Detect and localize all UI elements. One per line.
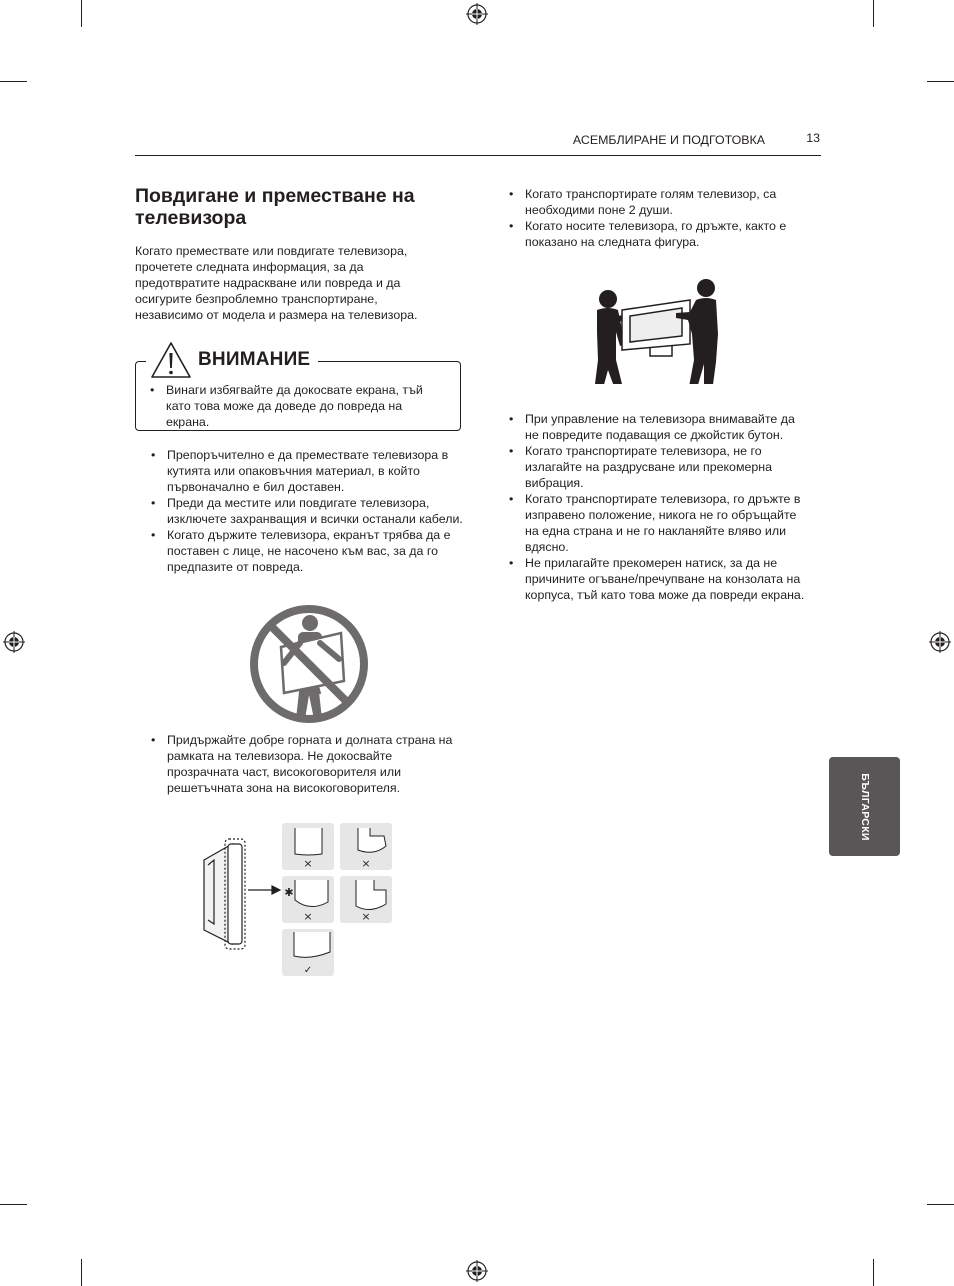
list-item: • Придържайте добре горната и долната страна на рамката на телевизора. Не докосвайте прозрачната част, високоговорителя или решетъчната зона на високоговорителя. (151, 732, 463, 796)
crop-mark (873, 1259, 874, 1286)
warning-triangle-icon (150, 341, 192, 379)
running-header: АСЕМБЛИРАНЕ И ПОДГОТОВКА (572, 133, 765, 147)
intro-paragraph: Когато премествате или повдигате телевизора, прочетете следната информация, за да предотвратите надраскване или повреда и да осигурите безпроблемно транспортиране, независимо от модела и размера на телевизора. (135, 244, 418, 322)
arrow-icon (248, 886, 280, 894)
list-item: • Когато транспортирате телевизора, го дръжте в изправено положение, никога не го обръщайте на една страна и не го накланяйте вляво или вдясно. (509, 491, 809, 555)
svg-text:×: × (303, 857, 313, 870)
caution-list (150, 382, 448, 430)
left-bullet-list (151, 447, 463, 575)
prohibited-carry-illustration (248, 603, 370, 725)
registration-mark-icon (466, 1260, 488, 1282)
svg-text:×: × (361, 857, 371, 870)
crop-mark (873, 0, 874, 27)
list-item: • Винаги избягвайте да докосвате екрана, тъй като това може да доведе до повреда на екрана. (150, 382, 448, 430)
svg-text:✱: ✱ (284, 886, 294, 899)
caution-title: ВНИМАНИЕ (198, 349, 311, 370)
page-title: Повдигане и преместване на телевизора (135, 185, 415, 229)
grip-panel-wrong-3 (282, 876, 334, 923)
list-item: • Не прилагайте прекомерен натиск, за да не причините огъване/пречупване на конзолата на корпуса, тъй като това може да повреди екрана. (509, 555, 809, 603)
crop-mark (81, 0, 82, 27)
registration-mark-icon (3, 631, 25, 653)
registration-mark-icon (466, 3, 488, 25)
list-item: • Препоръчително е да премествате телевизора в кутията или опаковъчния материал, в който първоначално е бил доставен. (151, 447, 463, 495)
left-bullet-list-2 (151, 732, 463, 796)
grip-panel-wrong-4 (340, 876, 392, 923)
right-bullet-list-bottom (509, 411, 809, 603)
list-item: • При управление на телевизора внимавайте да не повредите подаващия се джойстик бутон. (509, 411, 809, 443)
grip-panel-wrong-1 (282, 823, 334, 870)
svg-text:×: × (303, 910, 313, 923)
right-bullet-list-top (509, 186, 809, 250)
caution-header (146, 340, 318, 380)
crop-mark (927, 1204, 954, 1205)
list-item: • Когато носите телевизора, го дръжте, както е показано на следната фигура. (509, 218, 809, 250)
grip-panel-wrong-2 (340, 823, 392, 870)
page-number: 13 (806, 131, 820, 145)
header-divider (135, 155, 821, 156)
crop-mark (81, 1259, 82, 1286)
list-item: • Преди да местите или повдигате телевизора, изключете захранващия и всички останали кабели. (151, 495, 463, 527)
list-item: • Когато транспортирате телевизора, не го излагайте на раздрусване или прекомерна вибрация. (509, 443, 809, 491)
list-item: • Когато транспортирате голям телевизор, са необходими поне 2 души. (509, 186, 809, 218)
crop-mark (927, 81, 954, 82)
two-person-carry-illustration (592, 272, 722, 384)
tv-grip-illustration (198, 820, 398, 980)
language-tab (829, 757, 900, 856)
tv-side-view (204, 839, 245, 949)
tv-carried (622, 300, 690, 356)
crop-mark (0, 1204, 27, 1205)
grip-panel-correct (282, 929, 334, 976)
registration-mark-icon (929, 631, 951, 653)
language-tab-label: БЪЛГАРСКИ (858, 772, 871, 841)
list-item: • Когато държите телевизора, екранът трябва да е поставен с лице, не насочено към вас, за да го предпазите от повреда. (151, 527, 463, 575)
svg-text:✓: ✓ (303, 965, 313, 976)
crop-mark (0, 81, 27, 82)
svg-text:×: × (361, 910, 371, 923)
